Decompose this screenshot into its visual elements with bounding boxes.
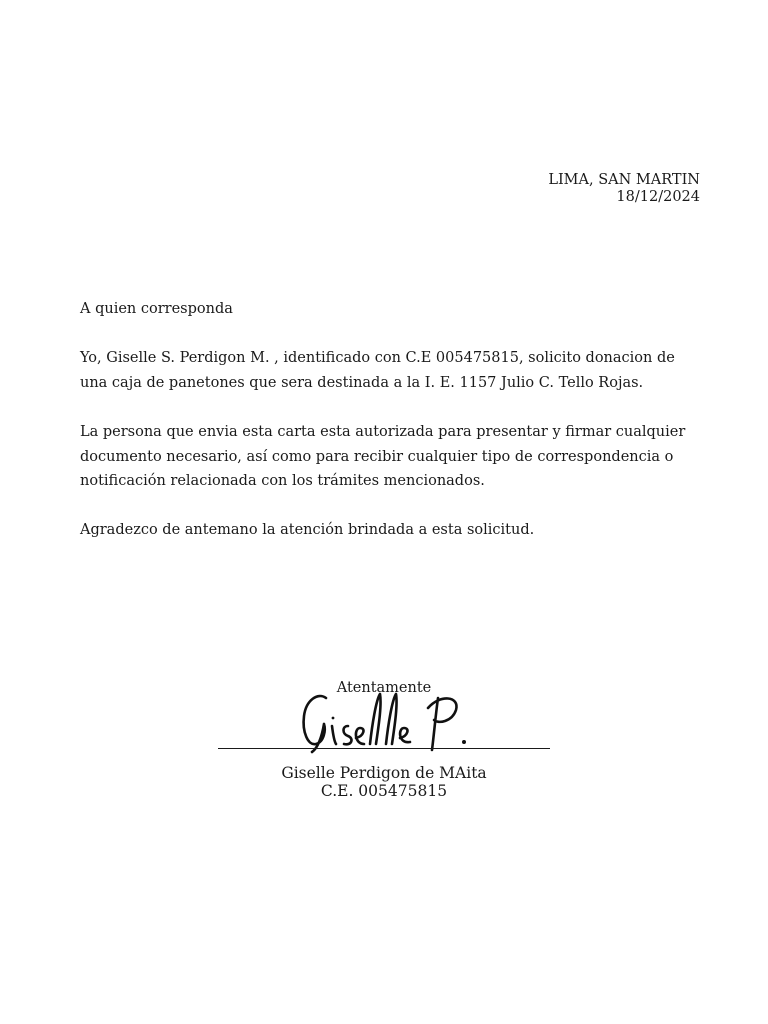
letter-location: LIMA, SAN MARTIN [548,172,700,188]
handwritten-signature [298,686,474,754]
letter-paragraph-3: Agradezco de antemano la atención brindada a esta solicitud. [80,522,535,539]
signer-info [218,764,550,800]
signer-name: Giselle Perdigon de MAita [281,764,487,782]
letter-paragraph-2: La persona que envia esta carta esta autorizada para presentar y firmar cualquier documento necesario, así como para recibir cualquier tipo de correspondencia o notificación relacionada con los trámites mencionados. [80,423,686,490]
signature-block [218,678,550,808]
signature-line [218,748,550,749]
letter-date: 18/12/2024 [616,189,700,205]
signer-id: C.E. 005475815 [320,782,448,800]
letter-closing: Atentamente [336,680,432,696]
letter-header [548,172,700,206]
letter-paragraph-1: Yo, Giselle S. Perdigon M. , identificado con C.E 005475815, solicito donacion de una caja de panetones que sera destinada a la I. E. 1157 Julio C. Tello Rojas. [80,350,675,391]
letter-salutation: A quien corresponda [80,301,233,317]
letter-body [80,297,700,568]
